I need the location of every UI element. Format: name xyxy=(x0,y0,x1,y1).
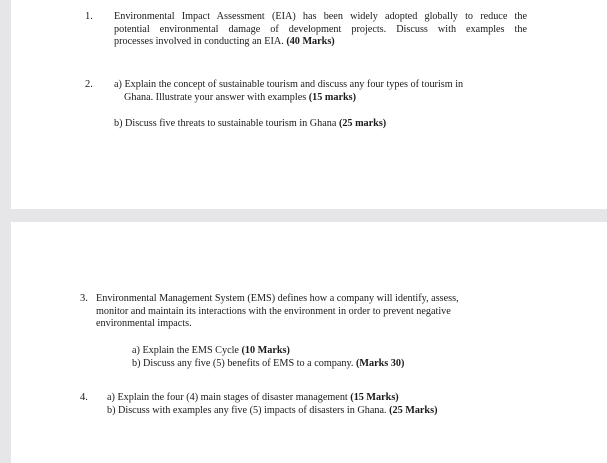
question-sheet-1 xyxy=(11,0,607,209)
question-2b-prompt: b) Discuss five threats to sustainable tourism in Ghana xyxy=(114,118,337,129)
question-3-text xyxy=(96,293,459,331)
question-3a-marks: (10 Marks) xyxy=(241,345,290,356)
question-1-line: Environmental Impact Assessment (EIA) has been widely adopted globally to reduce the xyxy=(114,11,527,22)
question-1-number: 1. xyxy=(85,11,93,22)
question-3b-line xyxy=(132,358,404,371)
question-2-number: 2. xyxy=(85,79,93,90)
question-3-subparts xyxy=(132,345,404,370)
question-2b-text xyxy=(114,118,386,131)
question-2a-text xyxy=(114,79,463,104)
question-3-number: 3. xyxy=(80,293,88,304)
question-3a-line xyxy=(132,345,404,358)
question-3b-prompt: b) Discuss any five (5) benefits of EMS to a company. xyxy=(132,357,354,369)
question-4a-marks: (15 Marks) xyxy=(350,392,399,403)
question-sheet-2 xyxy=(11,222,607,463)
question-2b-marks: (25 marks) xyxy=(338,118,387,129)
question-3a-prompt: a) Explain the EMS Cycle xyxy=(132,345,239,356)
question-3-line: monitor and maintain its interactions with the environment in order to prevent negative xyxy=(96,305,451,317)
question-1-line: potential environmental damage of development projects. Discuss with examples the xyxy=(114,23,527,35)
question-3-line: environmental impacts. xyxy=(96,318,192,330)
question-4-subparts xyxy=(107,392,437,417)
question-2b-line xyxy=(114,118,386,131)
question-2a-line: Ghana. Illustrate your answer with examples xyxy=(124,91,307,103)
question-2a-line-last xyxy=(114,92,463,105)
question-3-line: Environmental Management System (EMS) defines how a company will identify, assess, xyxy=(96,293,459,304)
question-2a-marks: (15 marks) xyxy=(308,91,356,103)
question-4-number: 4. xyxy=(80,392,88,403)
question-2a-line: a) Explain the concept of sustainable tourism and discuss any four types of tourism in xyxy=(114,79,464,90)
question-1-text xyxy=(114,11,527,49)
question-4a-line xyxy=(107,392,437,405)
question-4a-prompt: a) Explain the four (4) main stages of disaster management xyxy=(107,392,348,403)
question-1-marks: (40 Marks) xyxy=(286,36,335,48)
question-4b-line xyxy=(107,405,437,418)
question-4b-marks: (25 Marks) xyxy=(389,404,438,416)
question-3b-marks: (Marks 30) xyxy=(355,357,405,369)
question-1-line: processes involved in conducting an EIA. xyxy=(114,36,284,48)
question-4b-prompt: b) Discuss with examples any five (5) impacts of disasters in Ghana. xyxy=(107,404,387,416)
question-1-line-last xyxy=(114,36,527,49)
